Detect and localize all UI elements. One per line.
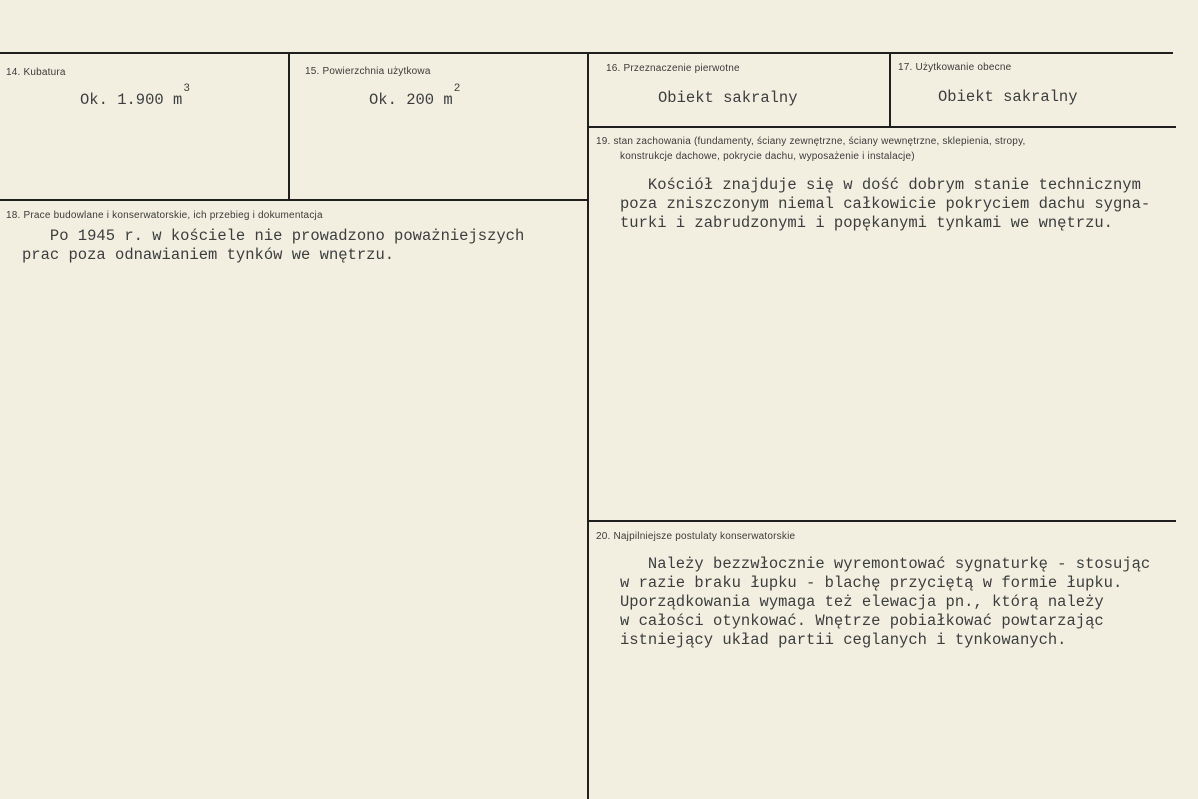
field-14-value [80,83,190,109]
field-20-line: istniejący układ partii ceglanych i tynkowanych. [620,631,1067,649]
field-18-label: 18. Prace budowlane i konserwatorskie, ich przebieg i dokumentacja [6,210,323,221]
field-14-sup: 3 [183,83,190,95]
field-19-line: poza zniszczonym niemal całkowicie pokryciem dachu sygna- [620,195,1151,213]
field-15-text: Ok. 200 m [369,91,453,109]
divider-14-15 [288,54,290,201]
field-20-line: Uporządkowania wymaga też elewacja pn., którą należy [620,593,1104,611]
left-block-rule [0,199,588,201]
field-20-line: w całości otynkować. Wnętrze pobiałkować powtarzając [620,612,1104,630]
field-17-value: Obiekt sakralny [938,88,1078,106]
field-14-label: 14. Kubatura [6,67,66,78]
field-19-line: turki i zabrudzonymi i popękanymi tynkami we wnętrzu. [620,214,1113,232]
right-mid-rule [588,520,1176,522]
field-18-text [22,227,524,265]
field-16-label: 16. Przeznaczenie pierwotne [606,63,740,74]
field-15-value [369,83,461,109]
center-divider [587,54,589,799]
field-16-value: Obiekt sakralny [658,89,798,107]
field-17-label: 17. Użytkowanie obecne [898,62,1012,73]
field-19-label-line-1: 19. stan zachowania (fundamenty, ściany zewnętrzne, ściany wewnętrzne, sklepienia, stropy, [596,136,1026,147]
field-18-line: Po 1945 r. w kościele nie prowadzono poważniejszych [22,227,525,245]
right-top-rule [588,126,1176,128]
field-19-line: Kościół znajduje się w dość dobrym stanie technicznym [620,176,1141,194]
field-14-text: Ok. 1.900 m [80,91,183,109]
field-20-line: Należy bezzwłocznie wyremontować sygnaturkę - stosując [620,555,1151,573]
divider-16-17 [889,54,891,127]
field-19-text [620,176,1150,233]
field-15-label: 15. Powierzchnia użytkowa [305,66,431,77]
field-20-text [620,555,1150,650]
field-20-label: 20. Najpilniejsze postulaty konserwatorskie [596,531,796,542]
field-19-label-line-2: konstrukcje dachowe, pokrycie dachu, wyposażenie i instalacje) [620,151,915,162]
field-20-line: w razie braku łupku - blachę przyciętą w formie łupku. [620,574,1123,592]
field-18-line: prac poza odnawianiem tynków we wnętrzu. [22,246,395,264]
field-15-sup: 2 [453,83,461,95]
